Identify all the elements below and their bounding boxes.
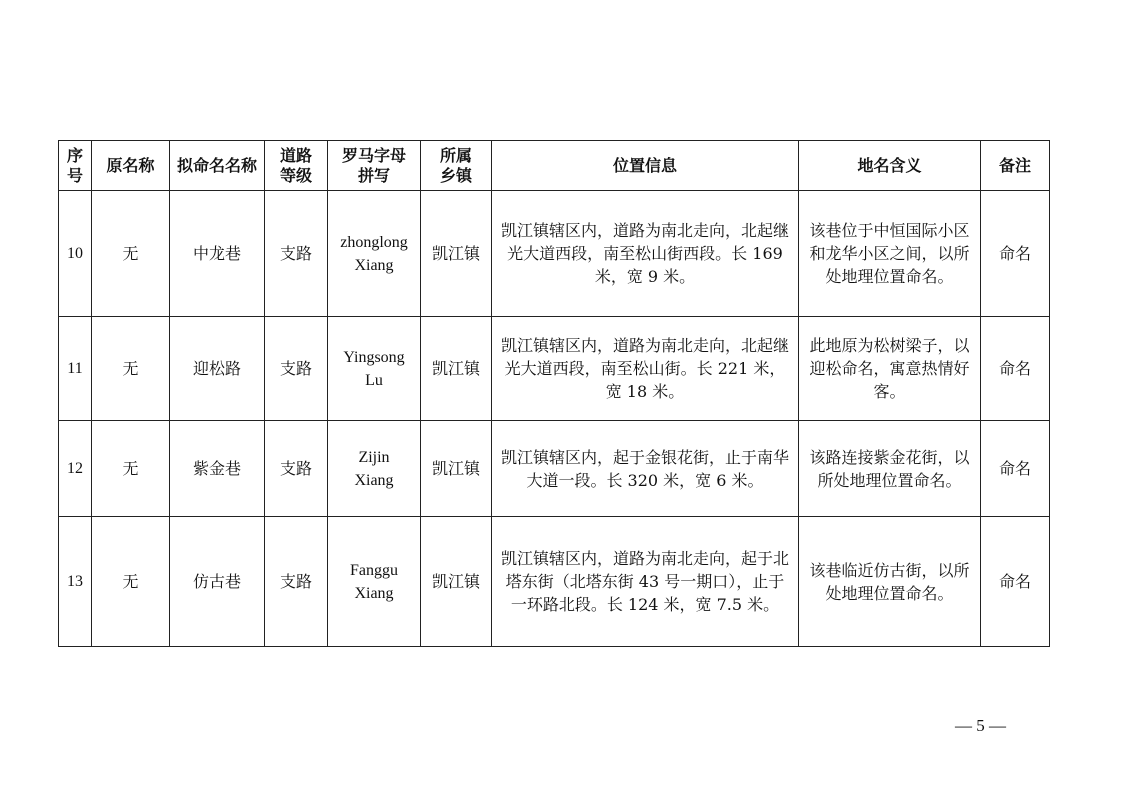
table-row — [59, 517, 1050, 647]
row-position-info: 凯江镇辖区内，道路为南北走向，起于北塔东街（北塔东街 43 号一期口），止于一环路北段。长 124 米，宽 7.5 米。 — [492, 517, 799, 647]
row-remark: 命名 — [981, 317, 1050, 421]
row-roman-spelling: Fanggu Xiang — [328, 517, 421, 647]
row-orig-name: 无 — [92, 517, 170, 647]
row-idx: 11 — [59, 317, 92, 421]
row-name-meaning: 该路连接紫金花街，以所处地理位置命名。 — [799, 421, 981, 517]
row-orig-name: 无 — [92, 191, 170, 317]
page-number: — 5 — — [955, 716, 1006, 735]
row-roman-spelling: Yingsong Lu — [328, 317, 421, 421]
row-town: 凯江镇 — [421, 191, 492, 317]
row-remark: 命名 — [981, 517, 1050, 647]
row-name-meaning: 该巷临近仿古街，以所处地理位置命名。 — [799, 517, 981, 647]
row-position-info: 凯江镇辖区内，起于金银花街，止于南华大道一段。长 320 米，宽 6 米。 — [492, 421, 799, 517]
row-name-meaning: 此地原为松树梁子，以迎松命名，寓意热情好客。 — [799, 317, 981, 421]
header-roman-spelling: 罗马字母 拼写 — [328, 141, 421, 191]
row-town: 凯江镇 — [421, 317, 492, 421]
row-proposed-name: 仿古巷 — [170, 517, 265, 647]
row-remark: 命名 — [981, 191, 1050, 317]
header-town: 所属 乡镇 — [421, 141, 492, 191]
row-roman-spelling: Zijin Xiang — [328, 421, 421, 517]
road-naming-table — [58, 140, 1050, 647]
row-road-grade: 支路 — [265, 517, 328, 647]
row-proposed-name: 紫金巷 — [170, 421, 265, 517]
header-name-meaning: 地名含义 — [799, 141, 981, 191]
row-town: 凯江镇 — [421, 421, 492, 517]
header-idx: 序 号 — [59, 141, 92, 191]
row-position-info: 凯江镇辖区内，道路为南北走向，北起继光大道西段，南至松山街西段。长 169 米，宽 9 米。 — [492, 191, 799, 317]
row-idx: 10 — [59, 191, 92, 317]
row-proposed-name: 迎松路 — [170, 317, 265, 421]
row-remark: 命名 — [981, 421, 1050, 517]
row-road-grade: 支路 — [265, 421, 328, 517]
row-road-grade: 支路 — [265, 317, 328, 421]
header-proposed-name: 拟命名名称 — [170, 141, 265, 191]
header-remark: 备注 — [981, 141, 1050, 191]
table-row — [59, 317, 1050, 421]
row-orig-name: 无 — [92, 317, 170, 421]
row-orig-name: 无 — [92, 421, 170, 517]
row-idx: 12 — [59, 421, 92, 517]
header-position-info: 位置信息 — [492, 141, 799, 191]
header-row — [59, 141, 1050, 191]
row-idx: 13 — [59, 517, 92, 647]
row-town: 凯江镇 — [421, 517, 492, 647]
header-road-grade: 道路 等级 — [265, 141, 328, 191]
row-roman-spelling: zhonglong Xiang — [328, 191, 421, 317]
table-row — [59, 421, 1050, 517]
row-road-grade: 支路 — [265, 191, 328, 317]
row-proposed-name: 中龙巷 — [170, 191, 265, 317]
row-name-meaning: 该巷位于中恒国际小区和龙华小区之间，以所处地理位置命名。 — [799, 191, 981, 317]
row-position-info: 凯江镇辖区内，道路为南北走向，北起继光大道西段，南至松山街。长 221 米，宽 18 米。 — [492, 317, 799, 421]
table-row — [59, 191, 1050, 317]
header-orig-name: 原名称 — [92, 141, 170, 191]
